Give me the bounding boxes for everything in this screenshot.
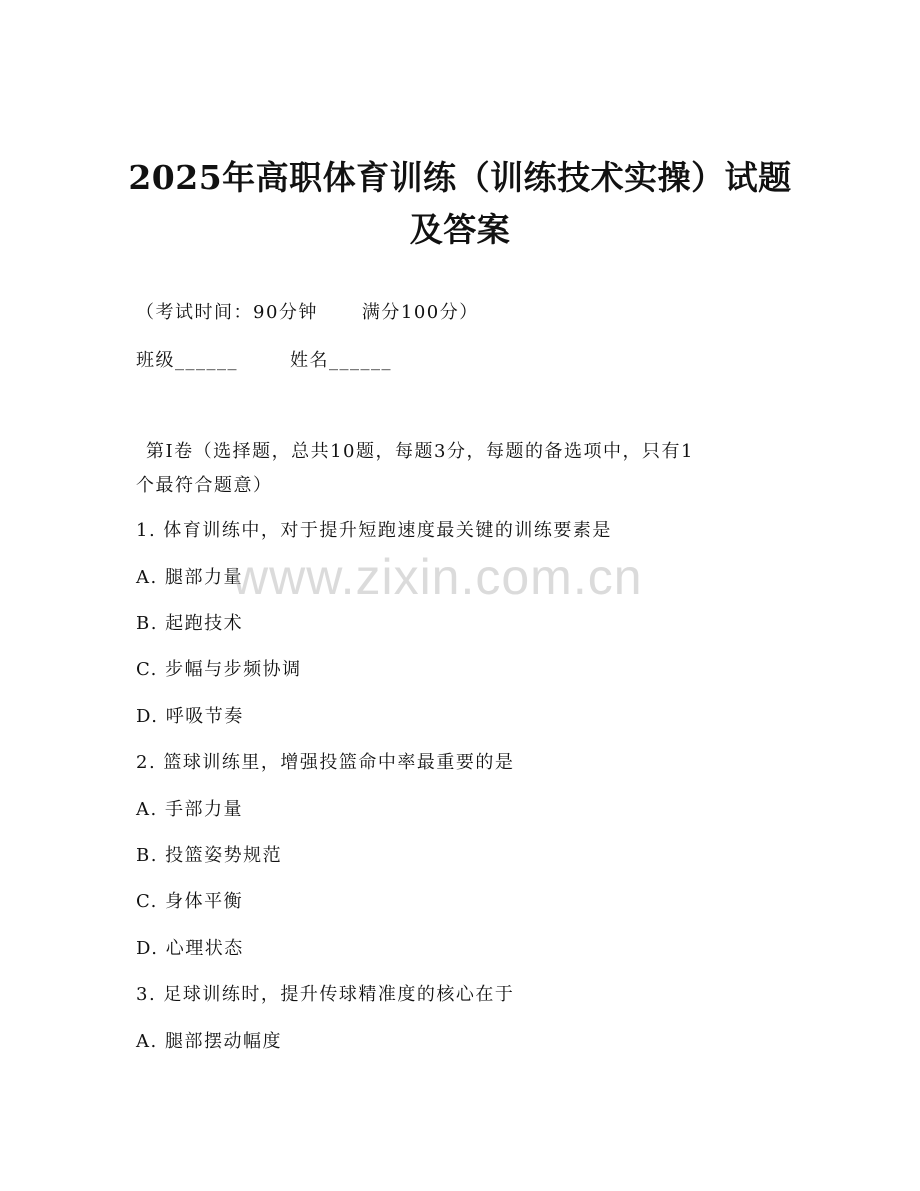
question-option: D. 呼吸节奏	[136, 706, 244, 727]
exam-score: 满分100分）	[361, 302, 479, 323]
question-option: D. 心理状态	[136, 938, 244, 959]
section-header-line2: 个最符合题意）	[136, 475, 273, 496]
question-option: C. 步幅与步频协调	[136, 659, 302, 680]
question-option: A. 腿部力量	[136, 567, 243, 588]
class-field: 班级______	[136, 350, 238, 371]
question-stem: 1. 体育训练中，对于提升短跑速度最关键的训练要素是	[136, 520, 612, 541]
question-option: B. 起跑技术	[136, 613, 244, 634]
question-option: C. 身体平衡	[136, 891, 244, 912]
name-field: 姓名______	[290, 350, 392, 371]
document-title-line1: 2025年高职体育训练（训练技术实操）试题	[128, 158, 792, 197]
exam-time: （考试时间：90分钟	[136, 302, 318, 323]
document-title-line2: 及答案	[409, 210, 511, 249]
question-option: B. 投篮姿势规范	[136, 845, 283, 866]
question-option: A. 手部力量	[136, 799, 243, 820]
section-header-line1: 第Ⅰ卷（选择题，总共10题，每题3分，每题的备选项中，只有1	[146, 441, 694, 462]
exam-info	[136, 300, 479, 326]
question-option: A. 腿部摆动幅度	[136, 1031, 282, 1052]
question-stem: 2. 篮球训练里，增强投篮命中率最重要的是	[136, 752, 515, 773]
question-stem: 3. 足球训练时，提升传球精准度的核心在于	[136, 984, 515, 1005]
watermark: www.zixin.com.cn	[232, 549, 643, 605]
student-fields	[136, 348, 392, 374]
